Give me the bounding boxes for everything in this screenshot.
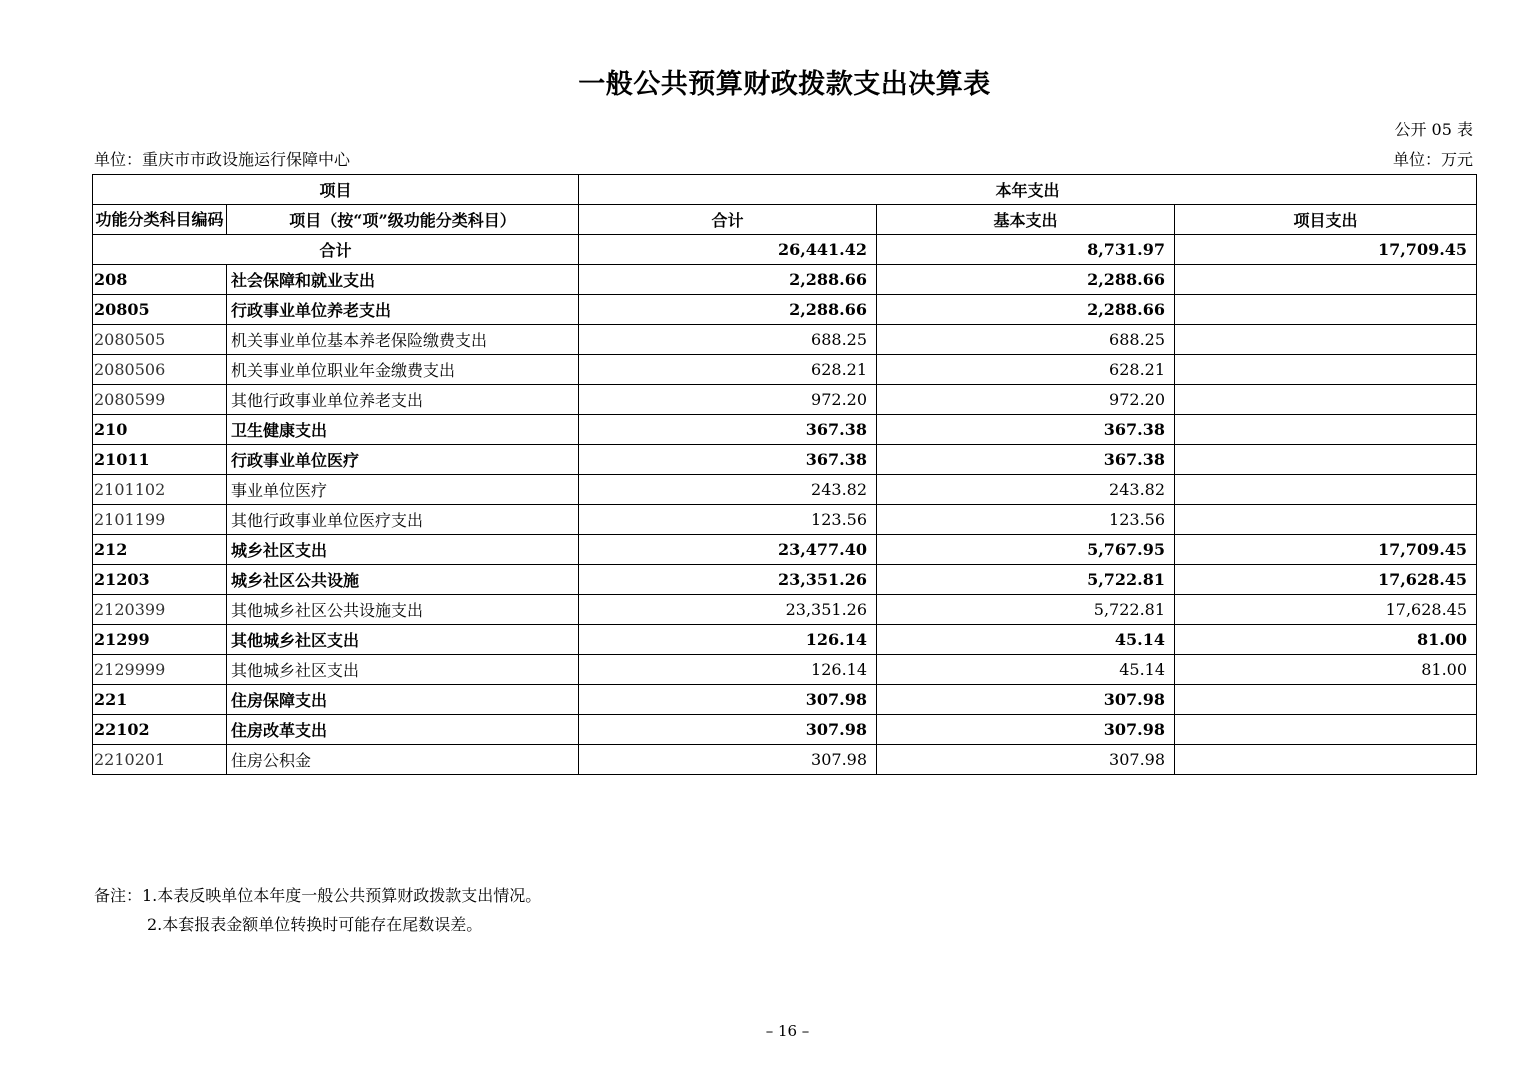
row-project: 17,628.45	[1175, 565, 1477, 595]
total-row-basic: 8,731.97	[877, 235, 1175, 265]
row-total: 307.98	[579, 685, 877, 715]
row-project	[1175, 415, 1477, 445]
table-row	[93, 535, 1477, 565]
row-total: 307.98	[579, 715, 877, 745]
row-code: 2101102	[93, 475, 227, 505]
table-row	[93, 715, 1477, 745]
row-total: 367.38	[579, 445, 877, 475]
row-basic: 5,722.81	[877, 595, 1175, 625]
note-line-1: 备注：1.本表反映单位本年度一般公共预算财政拨款支出情况。	[94, 886, 542, 905]
row-project: 17,628.45	[1175, 595, 1477, 625]
row-code: 2080505	[93, 325, 227, 355]
row-total: 972.20	[579, 385, 877, 415]
table-row	[93, 685, 1477, 715]
row-code: 2101199	[93, 505, 227, 535]
row-name: 城乡社区公共设施	[227, 565, 579, 595]
row-total: 126.14	[579, 625, 877, 655]
row-code: 210	[93, 415, 227, 445]
row-project	[1175, 745, 1477, 775]
row-total: 23,477.40	[579, 535, 877, 565]
row-basic: 307.98	[877, 715, 1175, 745]
row-name: 事业单位医疗	[227, 475, 579, 505]
note-line-2: 2.本套报表金额单位转换时可能存在尾数误差。	[147, 915, 483, 934]
row-code: 2080599	[93, 385, 227, 415]
row-name: 其他城乡社区支出	[227, 655, 579, 685]
row-total: 2,288.66	[579, 265, 877, 295]
row-code: 2129999	[93, 655, 227, 685]
total-row	[93, 235, 1477, 265]
header-project: 项目	[93, 175, 579, 205]
row-basic: 123.56	[877, 505, 1175, 535]
row-name: 机关事业单位职业年金缴费支出	[227, 355, 579, 385]
row-project	[1175, 265, 1477, 295]
row-basic: 628.21	[877, 355, 1175, 385]
row-project	[1175, 385, 1477, 415]
row-project	[1175, 715, 1477, 745]
row-total: 307.98	[579, 745, 877, 775]
row-project	[1175, 295, 1477, 325]
row-name: 住房保障支出	[227, 685, 579, 715]
row-name: 社会保障和就业支出	[227, 265, 579, 295]
row-code: 20805	[93, 295, 227, 325]
row-name: 机关事业单位基本养老保险缴费支出	[227, 325, 579, 355]
row-project	[1175, 325, 1477, 355]
row-basic: 5,767.95	[877, 535, 1175, 565]
row-code: 2120399	[93, 595, 227, 625]
row-basic: 688.25	[877, 325, 1175, 355]
row-basic: 367.38	[877, 445, 1175, 475]
table-row	[93, 355, 1477, 385]
notes	[94, 881, 541, 939]
total-row-project: 17,709.45	[1175, 235, 1477, 265]
row-basic: 307.98	[877, 685, 1175, 715]
organization-unit: 单位：重庆市市政设施运行保障中心	[94, 150, 351, 169]
row-basic: 367.38	[877, 415, 1175, 445]
table-row	[93, 295, 1477, 325]
total-row-total: 26,441.42	[579, 235, 877, 265]
row-total: 23,351.26	[579, 595, 877, 625]
table-row	[93, 475, 1477, 505]
header-current-year: 本年支出	[579, 175, 1477, 205]
row-name: 其他行政事业单位养老支出	[227, 385, 579, 415]
row-name: 城乡社区支出	[227, 535, 579, 565]
table-row	[93, 655, 1477, 685]
form-number: 公开 05 表	[1394, 120, 1473, 139]
table-row	[93, 445, 1477, 475]
row-code: 212	[93, 535, 227, 565]
table-row	[93, 625, 1477, 655]
row-project: 81.00	[1175, 625, 1477, 655]
row-basic: 2,288.66	[877, 295, 1175, 325]
row-basic: 2,288.66	[877, 265, 1175, 295]
table-body	[93, 235, 1477, 775]
row-basic: 972.20	[877, 385, 1175, 415]
row-name: 其他城乡社区公共设施支出	[227, 595, 579, 625]
total-row-label: 合计	[93, 235, 579, 265]
page-title: 一般公共预算财政拨款支出决算表	[578, 69, 991, 100]
row-project	[1175, 355, 1477, 385]
table-row	[93, 385, 1477, 415]
table-row	[93, 565, 1477, 595]
row-total: 243.82	[579, 475, 877, 505]
row-basic: 45.14	[877, 655, 1175, 685]
row-basic: 307.98	[877, 745, 1175, 775]
row-code: 21011	[93, 445, 227, 475]
row-code: 21203	[93, 565, 227, 595]
row-name: 行政事业单位养老支出	[227, 295, 579, 325]
table-row	[93, 325, 1477, 355]
row-code: 221	[93, 685, 227, 715]
row-name: 住房公积金	[227, 745, 579, 775]
row-code: 21299	[93, 625, 227, 655]
table-row	[93, 265, 1477, 295]
row-project: 81.00	[1175, 655, 1477, 685]
expenditure-table	[92, 174, 1477, 775]
row-total: 688.25	[579, 325, 877, 355]
row-name: 其他城乡社区支出	[227, 625, 579, 655]
row-project	[1175, 445, 1477, 475]
header-basic: 基本支出	[877, 205, 1175, 235]
row-basic: 5,722.81	[877, 565, 1175, 595]
row-name: 行政事业单位医疗	[227, 445, 579, 475]
page-number: – 16 –	[765, 1022, 810, 1040]
money-unit: 单位：万元	[1392, 150, 1473, 169]
row-code: 2210201	[93, 745, 227, 775]
row-total: 628.21	[579, 355, 877, 385]
table-row	[93, 745, 1477, 775]
row-basic: 243.82	[877, 475, 1175, 505]
table-row	[93, 595, 1477, 625]
row-code: 2080506	[93, 355, 227, 385]
table-row	[93, 505, 1477, 535]
header-total: 合计	[579, 205, 877, 235]
row-project	[1175, 685, 1477, 715]
header-code: 功能分类科目编码	[93, 205, 227, 235]
row-name: 其他行政事业单位医疗支出	[227, 505, 579, 535]
row-code: 22102	[93, 715, 227, 745]
row-code: 208	[93, 265, 227, 295]
row-name: 住房改革支出	[227, 715, 579, 745]
header-item: 项目（按“项”级功能分类科目）	[227, 205, 579, 235]
row-project: 17,709.45	[1175, 535, 1477, 565]
table-row	[93, 415, 1477, 445]
row-basic: 45.14	[877, 625, 1175, 655]
row-project	[1175, 475, 1477, 505]
row-total: 367.38	[579, 415, 877, 445]
row-name: 卫生健康支出	[227, 415, 579, 445]
row-project	[1175, 505, 1477, 535]
row-total: 2,288.66	[579, 295, 877, 325]
row-total: 126.14	[579, 655, 877, 685]
row-total: 123.56	[579, 505, 877, 535]
row-total: 23,351.26	[579, 565, 877, 595]
header-project-expense: 项目支出	[1175, 205, 1477, 235]
